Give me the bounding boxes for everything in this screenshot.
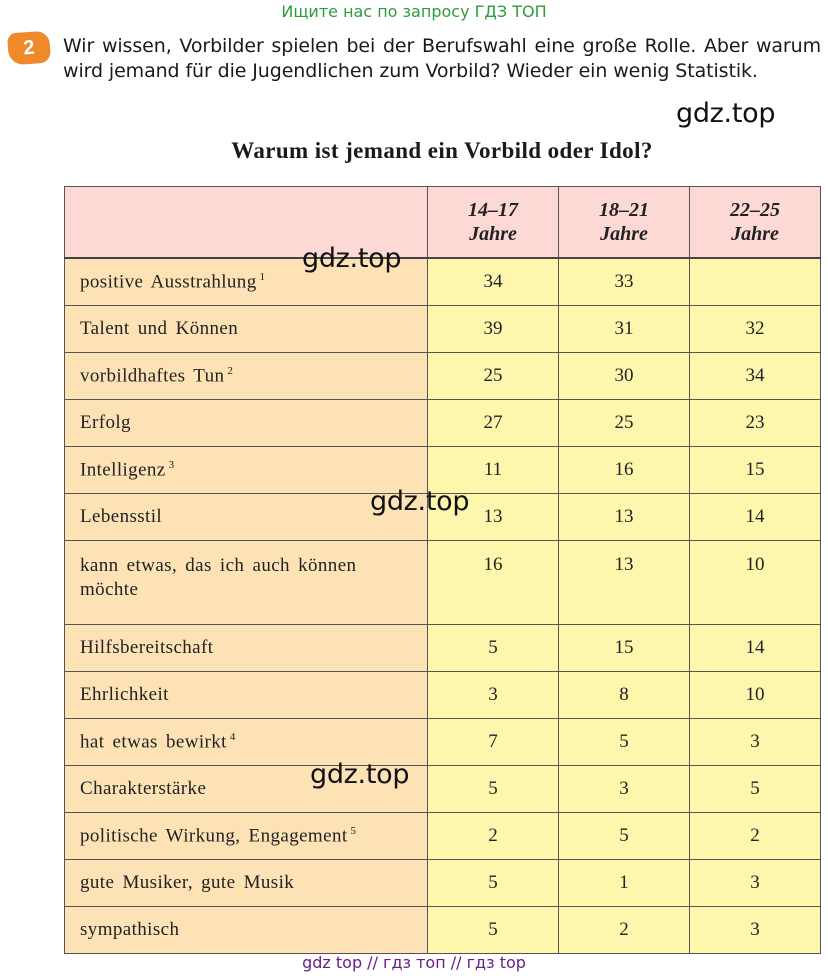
age-range: 18–21 bbox=[599, 199, 649, 221]
value-cell: 23 bbox=[690, 400, 821, 447]
age-range: 22–25 bbox=[730, 199, 780, 221]
watermark: gdz.top bbox=[302, 243, 402, 274]
value-cell: 33 bbox=[559, 258, 690, 306]
row-label: Hilfsbereitschaft bbox=[80, 637, 214, 658]
task-intro-text: Wir wissen, Vorbilder spielen bei der Berufswahl eine große Rolle. Aber warum wird jemand für die Jugendlichen zum Vorbild? Wieder ein wenig Statistik. bbox=[63, 35, 821, 82]
row-label-cell bbox=[65, 813, 428, 860]
value-cell: 13 bbox=[559, 541, 690, 625]
value-cell: 11 bbox=[428, 447, 559, 494]
header-age-14-17 bbox=[428, 187, 559, 259]
value-cell: 16 bbox=[559, 447, 690, 494]
table-row bbox=[65, 258, 821, 306]
value-cell: 3 bbox=[690, 719, 821, 766]
value-cell: 5 bbox=[559, 719, 690, 766]
row-label-cell bbox=[65, 541, 428, 625]
watermark: gdz.top bbox=[370, 486, 470, 517]
row-label: Intelligenz bbox=[80, 459, 166, 481]
table-row bbox=[65, 353, 821, 400]
value-cell: 5 bbox=[428, 860, 559, 907]
table-row bbox=[65, 766, 821, 813]
value-cell: 8 bbox=[559, 672, 690, 719]
value-cell: 16 bbox=[428, 541, 559, 625]
table-row bbox=[65, 306, 821, 353]
footnote-marker: 5 bbox=[350, 824, 357, 837]
value-cell: 2 bbox=[428, 813, 559, 860]
value-cell: 5 bbox=[428, 766, 559, 813]
header-age-18-21 bbox=[559, 187, 690, 259]
row-label-cell bbox=[65, 907, 428, 954]
table-body bbox=[65, 258, 821, 954]
row-label: hat etwas bewirkt bbox=[80, 731, 227, 753]
row-label: Ehrlichkeit bbox=[80, 684, 169, 705]
value-cell: 25 bbox=[559, 400, 690, 447]
value-cell: 5 bbox=[428, 907, 559, 954]
value-cell: 5 bbox=[559, 813, 690, 860]
header-age-22-25 bbox=[690, 187, 821, 259]
row-label: Charakterstärke bbox=[80, 778, 207, 799]
watermark: gdz.top bbox=[676, 98, 776, 129]
value-cell: 5 bbox=[428, 625, 559, 672]
age-unit: Jahre bbox=[600, 223, 648, 245]
footnote-marker: 4 bbox=[229, 730, 236, 743]
table-row bbox=[65, 907, 821, 954]
value-cell: 7 bbox=[428, 719, 559, 766]
value-cell: 2 bbox=[559, 907, 690, 954]
footer-links[interactable]: gdz top // гдз топ // гдз top bbox=[302, 953, 526, 972]
row-label-cell bbox=[65, 306, 428, 353]
value-cell: 32 bbox=[690, 306, 821, 353]
value-cell: 10 bbox=[690, 541, 821, 625]
value-cell: 25 bbox=[428, 353, 559, 400]
row-label: gute Musiker, gute Musik bbox=[80, 872, 295, 893]
value-cell: 3 bbox=[428, 672, 559, 719]
row-label: kann etwas, das ich auch können möchte bbox=[80, 555, 357, 600]
value-cell: 31 bbox=[559, 306, 690, 353]
value-cell: 30 bbox=[559, 353, 690, 400]
task-number-badge: 2 bbox=[7, 31, 51, 66]
value-cell: 13 bbox=[559, 494, 690, 541]
row-label-cell bbox=[65, 400, 428, 447]
watermark: gdz.top bbox=[310, 759, 410, 790]
footnote-marker: 1 bbox=[259, 270, 266, 283]
value-cell: 2 bbox=[690, 813, 821, 860]
table-row bbox=[65, 400, 821, 447]
value-cell: 1 bbox=[559, 860, 690, 907]
value-cell: 3 bbox=[690, 907, 821, 954]
row-label-cell bbox=[65, 860, 428, 907]
footnote-marker: 2 bbox=[227, 364, 234, 377]
value-cell: 14 bbox=[690, 625, 821, 672]
row-label-cell bbox=[65, 625, 428, 672]
value-cell: 34 bbox=[690, 353, 821, 400]
table-row bbox=[65, 860, 821, 907]
row-label: Talent und Können bbox=[80, 318, 239, 339]
value-cell: 39 bbox=[428, 306, 559, 353]
value-cell: 27 bbox=[428, 400, 559, 447]
statistics-table bbox=[64, 186, 821, 954]
row-label-cell bbox=[65, 353, 428, 400]
value-cell: 15 bbox=[690, 447, 821, 494]
age-unit: Jahre bbox=[469, 223, 517, 245]
table-row bbox=[65, 719, 821, 766]
value-cell: 3 bbox=[559, 766, 690, 813]
search-hint-link[interactable]: Ищите нас по запросу ГДЗ ТОП bbox=[281, 2, 547, 21]
table-row bbox=[65, 625, 821, 672]
value-cell: 14 bbox=[690, 494, 821, 541]
table-row bbox=[65, 672, 821, 719]
row-label: Lebensstil bbox=[80, 506, 163, 527]
footnote-marker: 3 bbox=[168, 458, 175, 471]
value-cell: 10 bbox=[690, 672, 821, 719]
row-label: politische Wirkung, Engagement bbox=[80, 825, 348, 847]
value-cell: 3 bbox=[690, 860, 821, 907]
table-row bbox=[65, 813, 821, 860]
row-label: positive Ausstrahlung bbox=[80, 271, 257, 293]
value-cell: 5 bbox=[690, 766, 821, 813]
table-header-row bbox=[65, 187, 821, 259]
row-label: sympathisch bbox=[80, 919, 180, 940]
value-cell: 13 bbox=[428, 494, 559, 541]
row-label: Erfolg bbox=[80, 412, 131, 433]
table-title: Warum ist jemand ein Vorbild oder Idol? bbox=[231, 138, 653, 163]
table-row bbox=[65, 541, 821, 625]
row-label: vorbildhaftes Tun bbox=[80, 365, 225, 387]
age-range: 14–17 bbox=[468, 199, 518, 221]
row-label-cell bbox=[65, 672, 428, 719]
value-cell bbox=[690, 258, 821, 306]
age-unit: Jahre bbox=[731, 223, 779, 245]
value-cell: 34 bbox=[428, 258, 559, 306]
value-cell: 15 bbox=[559, 625, 690, 672]
